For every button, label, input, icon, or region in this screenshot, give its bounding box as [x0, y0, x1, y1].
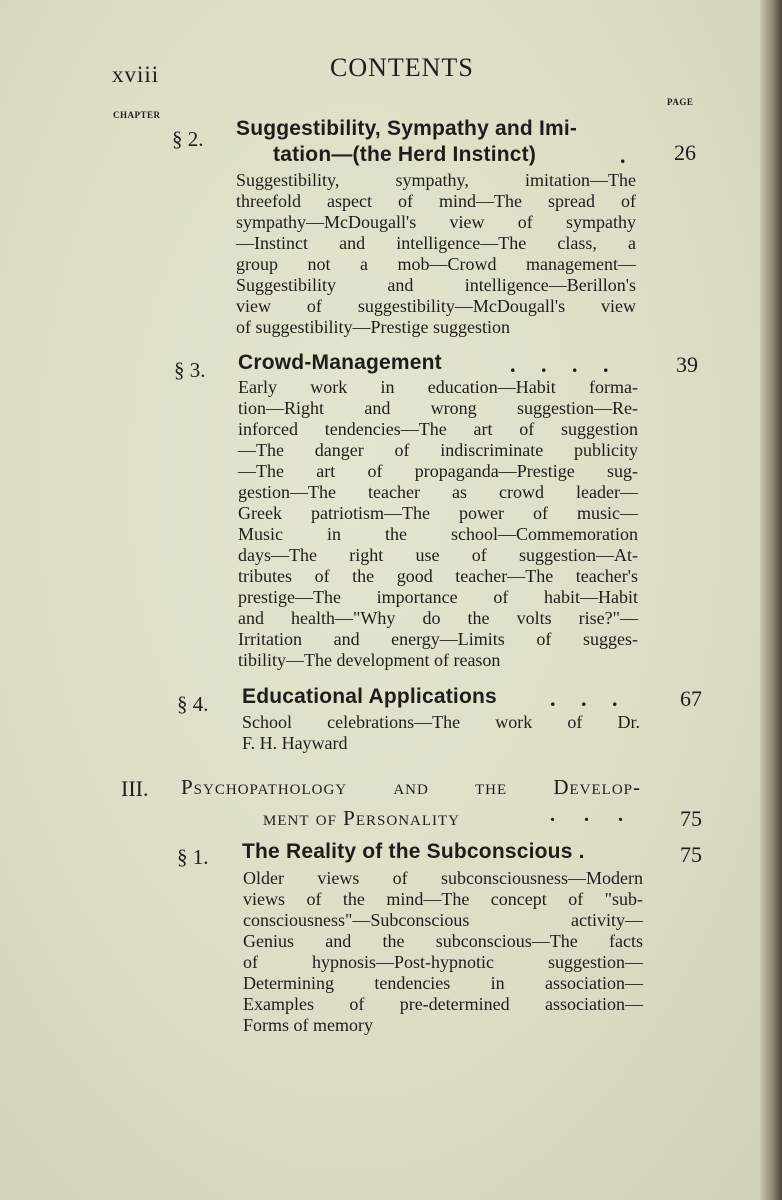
chapter-column-label: CHAPTER [113, 110, 161, 120]
description-line: —The art of propaganda—Prestige sug- [238, 461, 638, 481]
section-heading: tation—(the Herd Instinct) [273, 143, 537, 166]
description-line: Suggestibility, sympathy, imitation—The [236, 170, 636, 190]
description-line: gestion—The teacher as crowd leader— [238, 482, 638, 502]
description-line: School celebrations—The work of Dr. [242, 712, 640, 732]
description-line: view of suggestibility—McDougall's view [236, 296, 636, 316]
leader-dots: . . . . [510, 352, 619, 377]
description-line: Forms of memory [243, 1015, 373, 1035]
section-number: § 2. [172, 127, 204, 151]
section-page-number: 75 [680, 842, 702, 867]
description-line: —Instinct and intelligence—The class, a [236, 233, 636, 253]
description-line: views of the mind—The concept of "sub- [243, 889, 643, 909]
description-line: Genius and the subconscious—The facts [243, 931, 643, 951]
section-heading: The Reality of the Subconscious . [242, 840, 585, 863]
section-description [238, 377, 638, 671]
section-page-number: 67 [680, 686, 702, 711]
page-column-label: PAGE [667, 97, 694, 107]
description-line: tibility—The development of reason [238, 650, 501, 670]
leader-dots: . [620, 143, 626, 168]
section-number: § 3. [174, 358, 206, 382]
description-line: Greek patriotism—The power of music— [238, 503, 638, 523]
description-line: threefold aspect of mind—The spread of [236, 191, 636, 211]
part-title-line: ment of Personality [263, 806, 461, 830]
description-line: Determining tendencies in association— [243, 973, 643, 993]
description-line: and health—"Why do the volts rise?"— [238, 608, 638, 628]
description-line: prestige—The importance of habit—Habit [238, 587, 638, 607]
description-line: Irritation and energy—Limits of sugges- [238, 629, 638, 649]
description-line: Music in the school—Commemoration [238, 524, 638, 544]
description-line: inforced tendencies—The art of suggestion [238, 419, 638, 439]
page-title: CONTENTS [330, 53, 474, 82]
description-line: consciousness"—Subconscious activity— [243, 910, 643, 930]
section-description [242, 712, 640, 754]
description-line: —The danger of indiscriminate publicity [238, 440, 638, 460]
description-line: Older views of subconsciousness—Modern [243, 868, 643, 888]
description-line: Examples of pre-determined association— [243, 994, 643, 1014]
description-line: tributes of the good teacher—The teacher's [238, 566, 638, 586]
part-title-line: Psychopathology and the Develop- [181, 775, 641, 799]
section-number: § 4. [177, 692, 209, 716]
section-heading: Educational Applications [242, 685, 497, 708]
leader-dots: . . . [550, 686, 628, 711]
description-line: days—The right use of suggestion—At- [238, 545, 638, 565]
description-line: of suggestibility—Prestige suggestion [236, 317, 510, 337]
section-number: § 1. [177, 845, 209, 869]
page-edge [760, 0, 782, 1200]
description-line: tion—Right and wrong suggestion—Re- [238, 398, 638, 418]
leader-dots: . . . [550, 804, 635, 826]
section-page-number: 39 [676, 352, 698, 377]
section-description [243, 868, 643, 1036]
part-number: III. [121, 776, 149, 801]
section-page-number: 26 [674, 140, 696, 165]
description-line: of hypnosis—Post-hypnotic suggestion— [243, 952, 643, 972]
description-line: F. H. Hayward [242, 733, 348, 753]
description-line: Early work in education—Habit forma- [238, 377, 638, 397]
section-heading: Suggestibility, Sympathy and Imi- [236, 117, 578, 140]
description-line: Suggestibility and intelligence—Berillon's [236, 275, 636, 295]
section-heading: Crowd-Management [238, 351, 442, 374]
description-line: sympathy—McDougall's view of sympathy [236, 212, 636, 232]
part-page-number: 75 [680, 806, 702, 831]
page-folio: xviii [112, 62, 160, 87]
section-description [236, 170, 636, 338]
description-line: group not a mob—Crowd management— [236, 254, 636, 274]
